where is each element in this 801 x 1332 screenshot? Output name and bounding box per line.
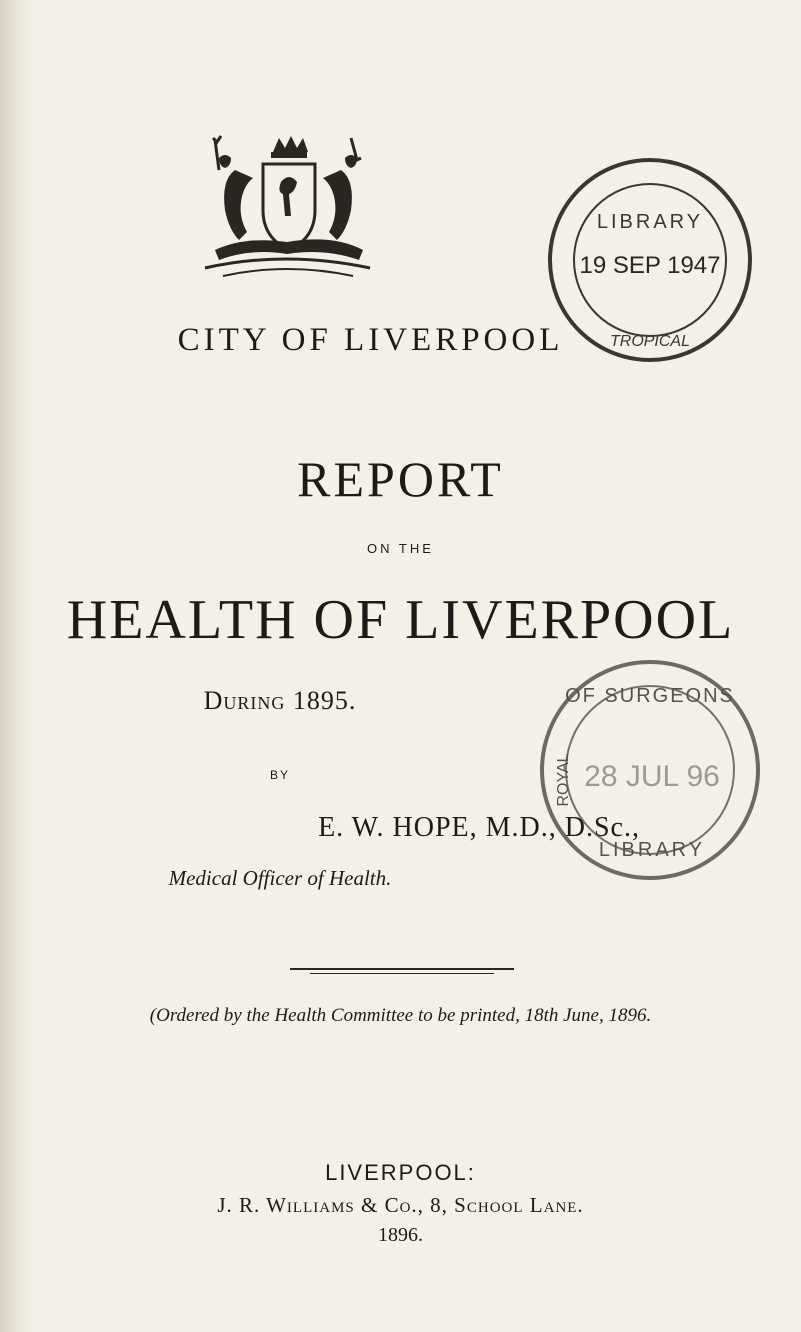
- report-subject: HEALTH OF LIVERPOOL: [66, 589, 735, 651]
- library-stamp-top: LIBRARY: [596, 211, 704, 233]
- author-office: Medical Officer of Health.: [168, 866, 392, 890]
- library-stamp-bottom: TROPICAL: [609, 333, 691, 350]
- surgeons-stamp-left: ROYAL: [555, 753, 572, 807]
- byline-by: BY: [269, 768, 290, 782]
- title-connector: ON THE: [367, 541, 434, 556]
- divider-rule-lower: [310, 973, 494, 974]
- order-note-text: (Ordered by the Health Committee to be printed, 18th June, 1896.: [149, 1005, 652, 1026]
- author-name: E. W. HOPE, M.D., D.Sc.,: [318, 812, 640, 843]
- city-coat-of-arms: [195, 130, 380, 300]
- library-stamp-date: 19 SEP 1947: [579, 252, 721, 279]
- imprint-year: 1896.: [378, 1224, 423, 1246]
- surgeons-stamp-bottom: LIBRARY: [598, 839, 706, 861]
- surgeons-stamp-date: 28 JUL 96: [584, 760, 720, 793]
- city-heading: CITY OF LIVERPOOL: [177, 322, 564, 358]
- imprint-publisher: J. R. Williams & Co., 8, School Lane.: [217, 1193, 584, 1217]
- report-title: REPORT: [297, 451, 504, 507]
- period-year: 1895.: [292, 686, 357, 715]
- surgeons-library-stamp: [530, 650, 770, 890]
- surgeons-stamp-top: OF SURGEONS: [565, 685, 735, 707]
- divider-rule-upper: [290, 968, 514, 970]
- order-note: [0, 1005, 801, 1027]
- library-stamp: [540, 150, 760, 370]
- page-edge-shadow: [0, 0, 34, 1332]
- report-period: [0, 686, 560, 716]
- imprint-place: LIVERPOOL:: [325, 1160, 476, 1185]
- period-prefix: During: [203, 686, 286, 715]
